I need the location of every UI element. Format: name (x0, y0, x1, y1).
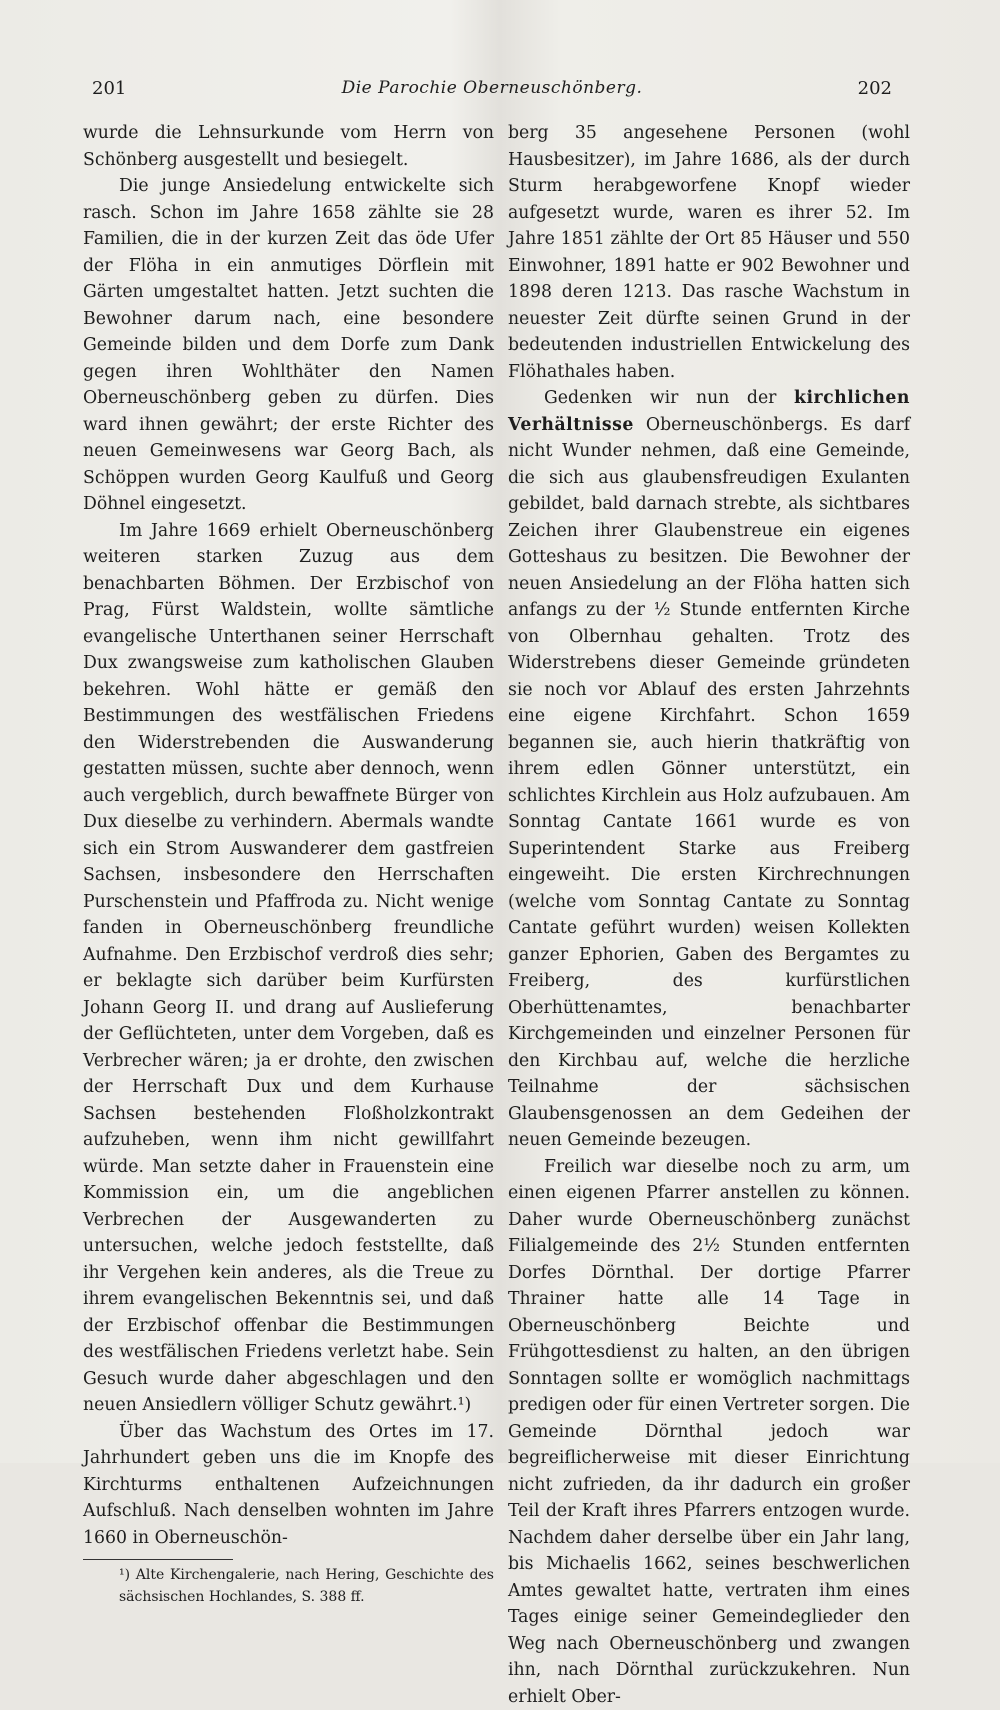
paragraph: Freilich war dieselbe noch zu arm, um einen eigenen Pfarrer anstellen zu können. Daher wurde Oberneuschönberg zunächst Filialgemeinde des 2½ Stunden entfernten Dorfes Dörnthal. Der dortige Pfarrer Thrainer hatte alle 14 Tage in Oberneuschönberg Beichte und Frühgottesdienst zu halten, an den übrigen Sonntagen sollte er womöglich nachmittags predigen oder für einen Vertreter sorgen. Die Gemeinde Dörnthal jedoch war begreiflicherweise mit dieser Einrichtung nicht zufrieden, da ihr dadurch ein großer Teil der Kraft ihres Pfarrers entzogen wurde. Nachdem daher derselbe über ein Jahr lang, bis Michaelis 1662, seines beschwerlichen Amtes gewaltet hatte, vertraten ihm eines Tages einige seiner Gemeindeglieder den Weg nach Oberneuschönberg und zwangen ihn, nach Dörnthal zurückzukehren. Nun erhielt Ober- (508, 1154, 910, 1710)
paragraph: berg 35 angesehene Personen (wohl Hausbesitzer), im Jahre 1686, als der durch Sturm herabgeworfene Knopf wieder aufgesetzt wurde, waren es ihrer 52. Im Jahre 1851 zählte der Ort 85 Häuser und 550 Einwohner, 1891 hatte er 902 Bewohner und 1898 deren 1213. Das rasche Wachstum in neuester Zeit dürfte seinen Grund in der bedeutenden industriellen Entwickelung des Flöhathales haben. (508, 120, 910, 385)
footnote: ¹) Alte Kirchengalerie, nach Hering, Geschichte des sächsischen Hochlandes, S. 388 ff. (83, 1564, 494, 1608)
paragraph: Im Jahre 1669 erhielt Oberneuschönberg weiteren starken Zuzug aus dem benachbarten Böhmen. Der Erzbischof von Prag, Fürst Waldstein, wollte sämtliche evangelische Unterthanen seiner Herrschaft Dux zwangsweise zum katholischen Glauben bekehren. Wohl hätte er gemäß den Bestimmungen des westfälischen Friedens den Widerstrebenden die Auswanderung gestatten müssen, suchte aber dennoch, wenn auch vergeblich, durch bewaffnete Bürger von Dux dieselbe zu verhindern. Abermals wandte sich ein Strom Auswanderer dem gastfreien Sachsen, insbesondere den Herrschaften Purschenstein und Pfaffroda zu. Nicht wenige fanden in Oberneuschönberg freundliche Aufnahme. Den Erzbischof verdroß dies sehr; er beklagte sich darüber beim Kurfürsten Johann Georg II. und drang auf Auslieferung der Geflüchteten, unter dem Vorgeben, daß es Verbrecher wären; ja er drohte, den zwischen der Herrschaft Dux und dem Kurhause Sachsen bestehenden Floßholzkontrakt aufzuheben, wenn ihm nicht gewillfahrt würde. Man setzte daher in Frauenstein eine Kommission ein, um die angeblichen Verbrechen der Ausgewanderten zu untersuchen, welche jedoch feststellte, daß ihr Vergehen kein anderes, als die Treue zu ihrem evangelischen Bekenntnis sei, und daß der Erzbischof offenbar die Bestimmungen des westfälischen Friedens verletzt habe. Sein Gesuch wurde daher abgeschlagen und den neuen Ansiedlern völliger Schutz gewährt.¹) (83, 518, 494, 1419)
left-column (83, 120, 494, 1608)
running-header (92, 78, 892, 108)
running-title: Die Parochie Oberneuschönberg. (92, 78, 892, 98)
bold-phrase: kirchlichen Verhältnisse (508, 388, 910, 435)
paragraph (508, 385, 910, 1154)
paragraph: Die junge Ansiedelung entwickelte sich rasch. Schon im Jahre 1658 zählte sie 28 Familien, die in der kurzen Zeit das öde Ufer der Flöha in ein anmutiges Dörflein mit Gärten umgestaltet hatten. Jetzt suchten die Bewohner darum nach, eine besondere Gemeinde bilden und dem Dorfe zum Dank gegen ihren Wohlthäter den Namen Oberneuschönberg geben zu dürfen. Dies ward ihnen gewährt; der erste Richter des neuen Gemeinwesens war Georg Bach, als Schöppen wurden Georg Kaulfuß und Georg Döhnel eingesetzt. (83, 173, 494, 518)
right-column (508, 120, 910, 1710)
paragraph-lead: Gedenken wir nun der (544, 388, 776, 408)
footnote-rule (83, 1559, 233, 1560)
page-number-right: 202 (858, 78, 892, 99)
paragraph: Über das Wachstum des Ortes im 17. Jahrhundert geben uns die im Knopfe des Kirchturms enthaltenen Aufzeichnungen Aufschluß. Nach denselben wohnten im Jahre 1660 in Oberneuschön- (83, 1419, 494, 1552)
paragraph-rest: Oberneuschönbergs. Es darf nicht Wunder nehmen, daß eine Gemeinde, die sich aus glaubensfreudigen Exulanten gebildet, bald darnach strebte, als sichtbares Zeichen ihrer Glaubenstreue ein eigenes Gotteshaus zu besitzen. Die Bewohner der neuen Ansiedelung an der Flöha hatten sich anfangs zu der ½ Stunde entfernten Kirche von Olbernhau gehalten. Trotz des Widerstrebens dieser Gemeinde gründeten sie noch vor Ablauf des ersten Jahrzehnts eine eigene Kirchfahrt. Schon 1659 begannen sie, auch hierin thatkräftig von ihrem edlen Gönner unterstützt, ein schlichtes Kirchlein aus Holz aufzubauen. Am Sonntag Cantate 1661 wurde es von Superintendent Starke aus Freiberg eingeweiht. Die ersten Kirchrechnungen (welche vom Sonntag Cantate zu Sonntag Cantate geführt wurden) weisen Kollekten ganzer Ephorien, Gaben des Bergamtes zu Freiberg, des kurfürstlichen Oberhüttenamtes, benachbarter Kirchgemeinden und einzelner Personen für den Kirchbau auf, welche die herzliche Teilnahme der sächsischen Glaubensgenossen an dem Gedeihen der neuen Gemeinde bezeugen. (508, 415, 910, 1151)
page-number-left: 201 (92, 78, 126, 99)
paragraph: wurde die Lehnsurkunde vom Herrn von Schönberg ausgestellt und besiegelt. (83, 120, 494, 173)
